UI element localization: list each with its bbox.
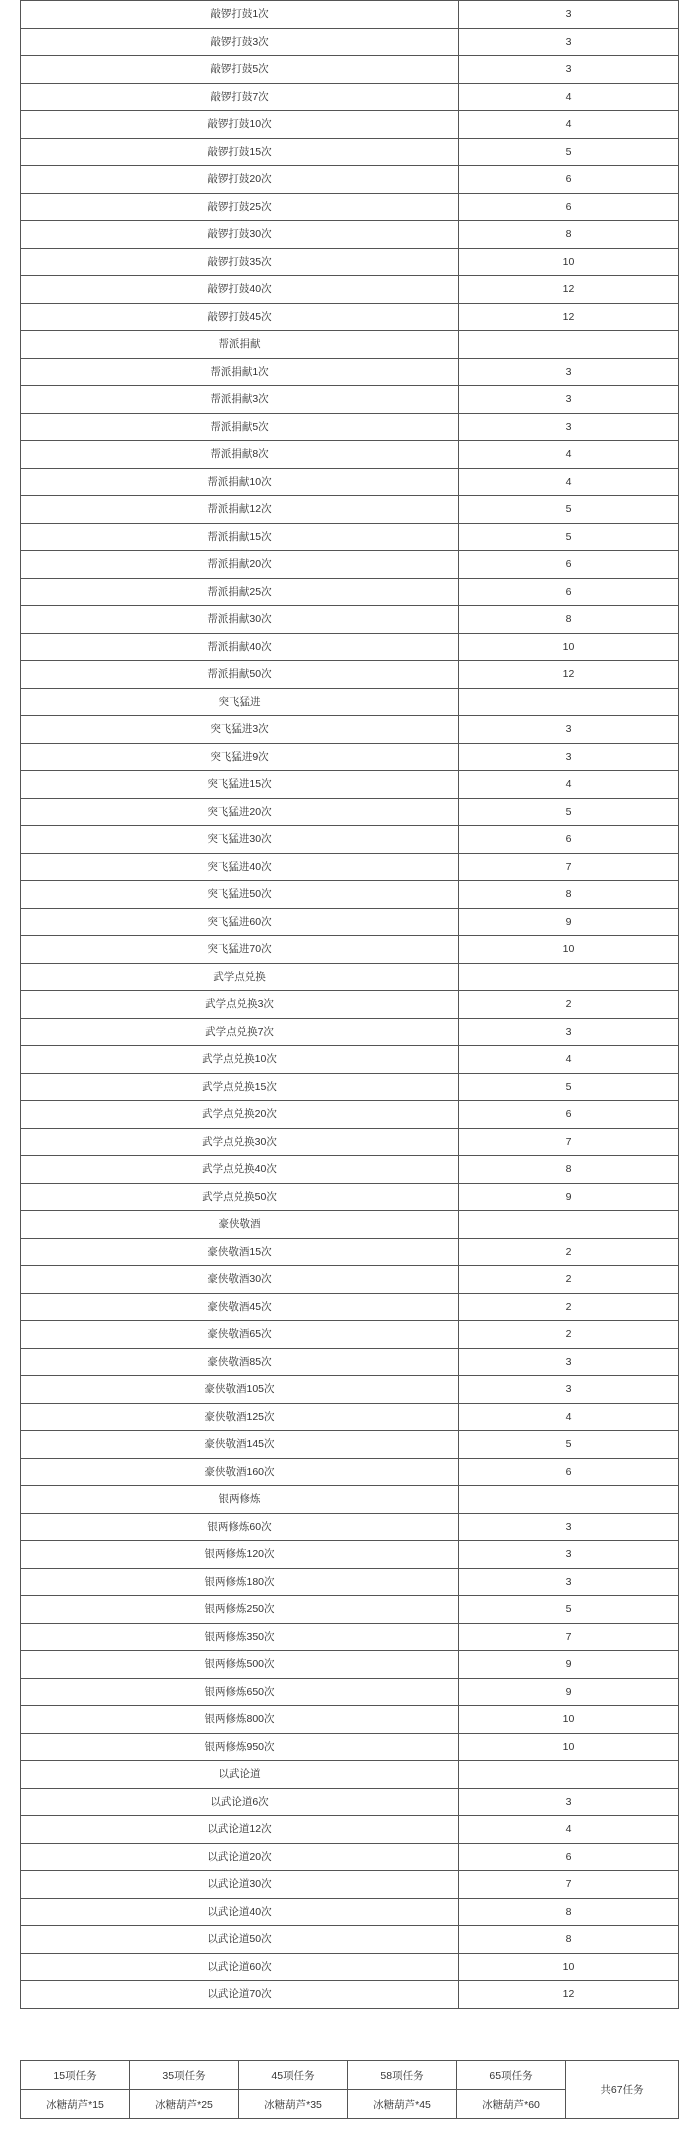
task-value-cell: 3 — [459, 56, 679, 84]
task-name-cell: 武学点兑换3次 — [21, 991, 459, 1019]
reward-tier-tasks: 15项任务 — [21, 2061, 130, 2090]
table-row — [21, 1046, 679, 1074]
task-name-cell: 敲锣打鼓30次 — [21, 221, 459, 249]
task-name-cell: 帮派捐献5次 — [21, 413, 459, 441]
task-name-cell: 武学点兑换7次 — [21, 1018, 459, 1046]
table-row — [21, 193, 679, 221]
table-row — [21, 1376, 679, 1404]
task-name-cell: 突飞猛进30次 — [21, 826, 459, 854]
table-row — [21, 221, 679, 249]
task-value-cell: 3 — [459, 386, 679, 414]
task-value-cell: 12 — [459, 276, 679, 304]
task-name-cell: 帮派捐献50次 — [21, 661, 459, 689]
task-value-cell: 2 — [459, 1293, 679, 1321]
task-name-cell: 敲锣打鼓3次 — [21, 28, 459, 56]
table-row — [21, 798, 679, 826]
task-value-cell: 5 — [459, 1073, 679, 1101]
table-row — [21, 991, 679, 1019]
group-header-row — [21, 1486, 679, 1514]
task-value-cell: 9 — [459, 1183, 679, 1211]
group-title: 突飞猛进 — [21, 688, 459, 716]
reward-table-body — [21, 2061, 679, 2119]
reward-tier-reward: 冰糖葫芦*15 — [21, 2090, 130, 2119]
task-value-cell: 3 — [459, 1513, 679, 1541]
task-name-cell: 帮派捐献20次 — [21, 551, 459, 579]
reward-tier-tasks: 45项任务 — [239, 2061, 348, 2090]
reward-tier-tasks: 58项任务 — [348, 2061, 457, 2090]
task-value-cell: 10 — [459, 1733, 679, 1761]
task-name-cell: 武学点兑换10次 — [21, 1046, 459, 1074]
table-row — [21, 1266, 679, 1294]
task-name-cell: 豪侠敬酒145次 — [21, 1431, 459, 1459]
task-name-cell: 突飞猛进15次 — [21, 771, 459, 799]
reward-tier-reward: 冰糖葫芦*25 — [130, 2090, 239, 2119]
task-name-cell: 以武论道40次 — [21, 1898, 459, 1926]
task-name-cell: 银两修炼120次 — [21, 1541, 459, 1569]
task-name-cell: 银两修炼800次 — [21, 1706, 459, 1734]
table-row — [21, 1706, 679, 1734]
task-value-cell: 3 — [459, 1788, 679, 1816]
task-name-cell: 银两修炼350次 — [21, 1623, 459, 1651]
group-title: 武学点兑换 — [21, 963, 459, 991]
task-name-cell: 银两修炼250次 — [21, 1596, 459, 1624]
task-name-cell: 豪侠敬酒160次 — [21, 1458, 459, 1486]
table-row — [21, 1981, 679, 2009]
reward-tier-reward: 冰糖葫芦*60 — [457, 2090, 566, 2119]
task-name-cell: 敲锣打鼓5次 — [21, 56, 459, 84]
task-value-cell: 7 — [459, 853, 679, 881]
table-row — [21, 1953, 679, 1981]
table-row — [21, 1156, 679, 1184]
task-value-cell: 4 — [459, 468, 679, 496]
task-name-cell: 豪侠敬酒30次 — [21, 1266, 459, 1294]
table-row — [21, 1651, 679, 1679]
task-name-cell: 银两修炼60次 — [21, 1513, 459, 1541]
table-row — [21, 1293, 679, 1321]
table-row — [21, 248, 679, 276]
table-row — [21, 1403, 679, 1431]
task-name-cell: 武学点兑换40次 — [21, 1156, 459, 1184]
reward-tier-reward: 冰糖葫芦*45 — [348, 2090, 457, 2119]
group-header-row — [21, 688, 679, 716]
task-table-body — [21, 1, 679, 2009]
task-value-cell: 3 — [459, 1541, 679, 1569]
table-row — [21, 661, 679, 689]
task-value-cell: 4 — [459, 83, 679, 111]
table-row — [21, 606, 679, 634]
table-row — [21, 826, 679, 854]
table-row — [21, 578, 679, 606]
task-value-cell: 7 — [459, 1623, 679, 1651]
table-row — [21, 1238, 679, 1266]
table-row — [21, 1788, 679, 1816]
task-name-cell: 帮派捐献1次 — [21, 358, 459, 386]
task-name-cell: 以武论道70次 — [21, 1981, 459, 2009]
task-value-cell: 2 — [459, 1321, 679, 1349]
task-value-cell: 3 — [459, 28, 679, 56]
table-row — [21, 881, 679, 909]
table-row — [21, 441, 679, 469]
task-name-cell: 敲锣打鼓25次 — [21, 193, 459, 221]
task-value-cell: 6 — [459, 578, 679, 606]
task-value-cell: 5 — [459, 138, 679, 166]
task-value-cell: 6 — [459, 1843, 679, 1871]
table-row — [21, 1623, 679, 1651]
reward-tasks-row — [21, 2061, 679, 2090]
table-row — [21, 1843, 679, 1871]
task-value-cell: 4 — [459, 771, 679, 799]
task-value-cell: 5 — [459, 1431, 679, 1459]
group-title-empty-cell — [459, 963, 679, 991]
task-value-cell: 10 — [459, 248, 679, 276]
task-value-cell: 5 — [459, 1596, 679, 1624]
task-value-cell: 3 — [459, 1348, 679, 1376]
task-value-cell: 6 — [459, 826, 679, 854]
task-value-cell: 6 — [459, 551, 679, 579]
task-value-cell: 12 — [459, 303, 679, 331]
table-row — [21, 1816, 679, 1844]
task-name-cell: 以武论道50次 — [21, 1926, 459, 1954]
task-value-cell: 10 — [459, 936, 679, 964]
table-row — [21, 1073, 679, 1101]
task-value-cell: 10 — [459, 1953, 679, 1981]
task-name-cell: 突飞猛进3次 — [21, 716, 459, 744]
task-value-cell: 3 — [459, 1018, 679, 1046]
table-row — [21, 1431, 679, 1459]
table-row — [21, 358, 679, 386]
task-value-cell: 8 — [459, 881, 679, 909]
task-value-cell: 4 — [459, 1046, 679, 1074]
table-row — [21, 56, 679, 84]
task-name-cell: 银两修炼950次 — [21, 1733, 459, 1761]
task-name-cell: 突飞猛进40次 — [21, 853, 459, 881]
task-name-cell: 敲锣打鼓10次 — [21, 111, 459, 139]
table-row — [21, 1128, 679, 1156]
task-name-cell: 以武论道12次 — [21, 1816, 459, 1844]
group-header-row — [21, 963, 679, 991]
table-row — [21, 1541, 679, 1569]
table-row — [21, 551, 679, 579]
task-name-cell: 敲锣打鼓15次 — [21, 138, 459, 166]
table-row — [21, 1898, 679, 1926]
reward-total: 共67任务 — [566, 2061, 679, 2119]
task-value-cell: 8 — [459, 1926, 679, 1954]
task-name-cell: 敲锣打鼓7次 — [21, 83, 459, 111]
table-row — [21, 1321, 679, 1349]
table-row — [21, 936, 679, 964]
task-value-cell: 2 — [459, 1266, 679, 1294]
task-name-cell: 武学点兑换20次 — [21, 1101, 459, 1129]
task-name-cell: 豪侠敬酒15次 — [21, 1238, 459, 1266]
task-value-cell: 5 — [459, 798, 679, 826]
task-value-cell: 3 — [459, 716, 679, 744]
task-value-cell: 5 — [459, 523, 679, 551]
reward-tier-reward: 冰糖葫芦*35 — [239, 2090, 348, 2119]
task-value-cell: 6 — [459, 166, 679, 194]
table-row — [21, 276, 679, 304]
task-value-cell: 3 — [459, 358, 679, 386]
task-value-cell: 3 — [459, 1376, 679, 1404]
table-row — [21, 1513, 679, 1541]
task-name-cell: 敲锣打鼓1次 — [21, 1, 459, 29]
table-row — [21, 1596, 679, 1624]
task-value-cell: 3 — [459, 1568, 679, 1596]
table-row — [21, 771, 679, 799]
table-row — [21, 1568, 679, 1596]
task-name-cell: 帮派捐献15次 — [21, 523, 459, 551]
group-title-empty-cell — [459, 688, 679, 716]
task-value-cell: 3 — [459, 413, 679, 441]
table-row — [21, 633, 679, 661]
table-row — [21, 468, 679, 496]
task-name-cell: 以武论道6次 — [21, 1788, 459, 1816]
task-value-cell: 8 — [459, 1156, 679, 1184]
task-name-cell: 豪侠敬酒125次 — [21, 1403, 459, 1431]
table-row — [21, 386, 679, 414]
table-row — [21, 28, 679, 56]
group-header-row — [21, 1211, 679, 1239]
table-row — [21, 1871, 679, 1899]
task-name-cell: 豪侠敬酒105次 — [21, 1376, 459, 1404]
task-name-cell: 豪侠敬酒45次 — [21, 1293, 459, 1321]
task-name-cell: 帮派捐献12次 — [21, 496, 459, 524]
table-row — [21, 496, 679, 524]
task-value-cell: 8 — [459, 606, 679, 634]
reward-table — [20, 2060, 679, 2119]
group-title-empty-cell — [459, 331, 679, 359]
task-name-cell: 银两修炼500次 — [21, 1651, 459, 1679]
reward-tier-tasks: 35项任务 — [130, 2061, 239, 2090]
task-value-cell: 4 — [459, 1403, 679, 1431]
table-row — [21, 303, 679, 331]
task-value-cell: 9 — [459, 1651, 679, 1679]
task-name-cell: 帮派捐献8次 — [21, 441, 459, 469]
table-row — [21, 523, 679, 551]
task-value-cell: 9 — [459, 1678, 679, 1706]
task-value-cell: 6 — [459, 193, 679, 221]
task-value-cell: 4 — [459, 111, 679, 139]
task-value-cell: 8 — [459, 1898, 679, 1926]
table-row — [21, 1101, 679, 1129]
task-name-cell: 以武论道30次 — [21, 1871, 459, 1899]
task-name-cell: 敲锣打鼓40次 — [21, 276, 459, 304]
task-name-cell: 敲锣打鼓35次 — [21, 248, 459, 276]
group-title-empty-cell — [459, 1486, 679, 1514]
task-name-cell: 豪侠敬酒65次 — [21, 1321, 459, 1349]
task-name-cell: 豪侠敬酒85次 — [21, 1348, 459, 1376]
table-row — [21, 1926, 679, 1954]
table-row — [21, 1183, 679, 1211]
task-name-cell: 突飞猛进60次 — [21, 908, 459, 936]
table-row — [21, 1678, 679, 1706]
table-row — [21, 716, 679, 744]
task-name-cell: 帮派捐献3次 — [21, 386, 459, 414]
task-value-cell: 12 — [459, 661, 679, 689]
task-name-cell: 帮派捐献30次 — [21, 606, 459, 634]
task-value-cell: 2 — [459, 1238, 679, 1266]
table-row — [21, 1348, 679, 1376]
task-value-cell: 4 — [459, 441, 679, 469]
table-row — [21, 166, 679, 194]
table-row — [21, 413, 679, 441]
table-row — [21, 138, 679, 166]
table-row — [21, 908, 679, 936]
task-name-cell: 以武论道20次 — [21, 1843, 459, 1871]
task-name-cell: 以武论道60次 — [21, 1953, 459, 1981]
table-row — [21, 83, 679, 111]
task-name-cell: 武学点兑换30次 — [21, 1128, 459, 1156]
table-row — [21, 1, 679, 29]
table-row — [21, 111, 679, 139]
group-header-row — [21, 1761, 679, 1789]
group-title-empty-cell — [459, 1211, 679, 1239]
table-row — [21, 1458, 679, 1486]
task-name-cell: 银两修炼650次 — [21, 1678, 459, 1706]
task-name-cell: 帮派捐献10次 — [21, 468, 459, 496]
task-value-cell: 12 — [459, 1981, 679, 2009]
task-value-cell: 3 — [459, 1, 679, 29]
table-row — [21, 1733, 679, 1761]
group-header-row — [21, 331, 679, 359]
task-name-cell: 敲锣打鼓45次 — [21, 303, 459, 331]
task-name-cell: 突飞猛进20次 — [21, 798, 459, 826]
task-name-cell: 突飞猛进70次 — [21, 936, 459, 964]
task-value-cell: 8 — [459, 221, 679, 249]
task-name-cell: 银两修炼180次 — [21, 1568, 459, 1596]
table-row — [21, 1018, 679, 1046]
task-value-cell: 9 — [459, 908, 679, 936]
group-title: 帮派捐献 — [21, 331, 459, 359]
task-value-cell: 7 — [459, 1128, 679, 1156]
group-title: 豪侠敬酒 — [21, 1211, 459, 1239]
task-table — [20, 0, 679, 2009]
task-name-cell: 帮派捐献25次 — [21, 578, 459, 606]
task-value-cell: 10 — [459, 633, 679, 661]
task-value-cell: 2 — [459, 991, 679, 1019]
task-value-cell: 6 — [459, 1101, 679, 1129]
task-name-cell: 突飞猛进50次 — [21, 881, 459, 909]
table-row — [21, 853, 679, 881]
group-title: 以武论道 — [21, 1761, 459, 1789]
task-value-cell: 5 — [459, 496, 679, 524]
task-name-cell: 敲锣打鼓20次 — [21, 166, 459, 194]
group-title-empty-cell — [459, 1761, 679, 1789]
task-name-cell: 武学点兑换50次 — [21, 1183, 459, 1211]
task-name-cell: 帮派捐献40次 — [21, 633, 459, 661]
task-name-cell: 突飞猛进9次 — [21, 743, 459, 771]
task-value-cell: 10 — [459, 1706, 679, 1734]
task-value-cell: 6 — [459, 1458, 679, 1486]
task-value-cell: 3 — [459, 743, 679, 771]
reward-tier-tasks: 65项任务 — [457, 2061, 566, 2090]
table-row — [21, 743, 679, 771]
group-title: 银两修炼 — [21, 1486, 459, 1514]
task-value-cell: 7 — [459, 1871, 679, 1899]
task-value-cell: 4 — [459, 1816, 679, 1844]
task-name-cell: 武学点兑换15次 — [21, 1073, 459, 1101]
